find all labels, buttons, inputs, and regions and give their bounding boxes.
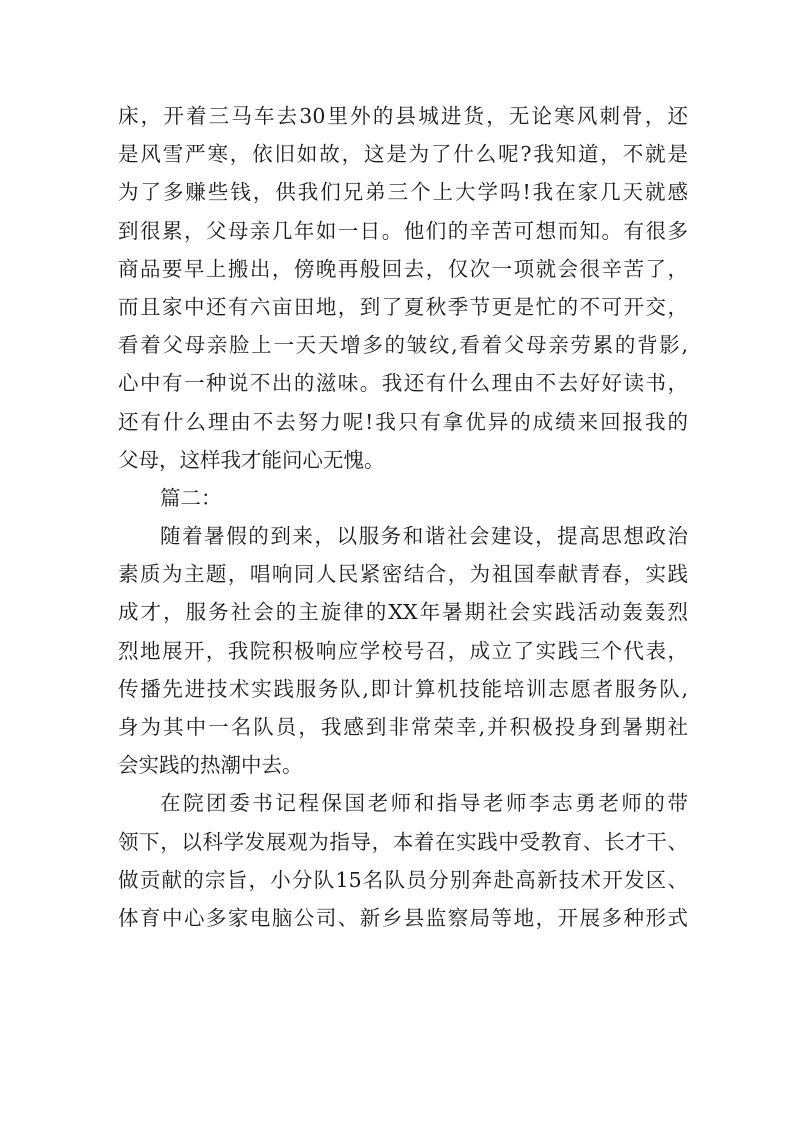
body-text	[118, 97, 688, 937]
text-line: 在院团委书记程保国老师和指导老师李志勇老师的带	[160, 791, 688, 816]
text-line: 心中有一种说不出的滋味。我还有什么理由不去好好读书，	[118, 371, 688, 396]
text-line: 体育中心多家电脑公司、新乡县监察局等地，开展多种形式	[118, 905, 688, 930]
text-line: 烈地展开，我院积极响应学校号召，成立了实践三个代表，	[118, 638, 688, 663]
text-line: 传播先进技术实践服务队,即计算机技能培训志愿者服务队,	[118, 676, 688, 701]
text-line: 素质为主题，唱响同人民紧密结合，为祖国奉献青春，实践	[118, 562, 688, 587]
text-line: 随着暑假的到来，以服务和谐社会建设，提高思想政治	[160, 524, 688, 549]
text-line: 床，开着三马车去30里外的县城进货，无论寒风刺骨，还	[118, 104, 688, 128]
text-line: 成才，服务社会的主旋律的XX年暑期社会实践活动轰轰烈	[118, 600, 688, 625]
text-line: 到很累，父母亲几年如一日。他们的辛苦可想而知。有很多	[118, 218, 688, 243]
text-line: 还有什么理由不去努力呢!我只有拿优异的成绩来回报我的	[118, 409, 688, 434]
section-heading: 篇二：	[160, 485, 222, 510]
text-line: 是风雪严寒，依旧如故，这是为了什么呢?我知道，不就是	[118, 142, 688, 167]
text-line: 而且家中还有六亩田地，到了夏秋季节更是忙的不可开交，	[118, 294, 688, 319]
text-line: 为了多赚些钱，供我们兄弟三个上大学吗!我在家几天就感	[118, 180, 688, 205]
text-line: 商品要早上搬出，傍晚再般回去，仅次一项就会很辛苦了，	[118, 256, 688, 281]
text-line: 领下，以科学发展观为指导，本着在实践中受教育、长才干、	[118, 829, 688, 854]
text-line: 父母，这样我才能问心无愧。	[118, 447, 385, 472]
text-line: 做贡献的宗旨，小分队15名队员分别奔赴高新技术开发区、	[118, 867, 688, 892]
text-line: 会实践的热潮中去。	[118, 753, 303, 778]
text-line: 身为其中一名队员，我感到非常荣幸,并积极投身到暑期社	[118, 715, 688, 739]
text-line: 看着父母亲脸上一天天增多的皱纹,看着父母亲劳累的背影,	[118, 333, 688, 358]
